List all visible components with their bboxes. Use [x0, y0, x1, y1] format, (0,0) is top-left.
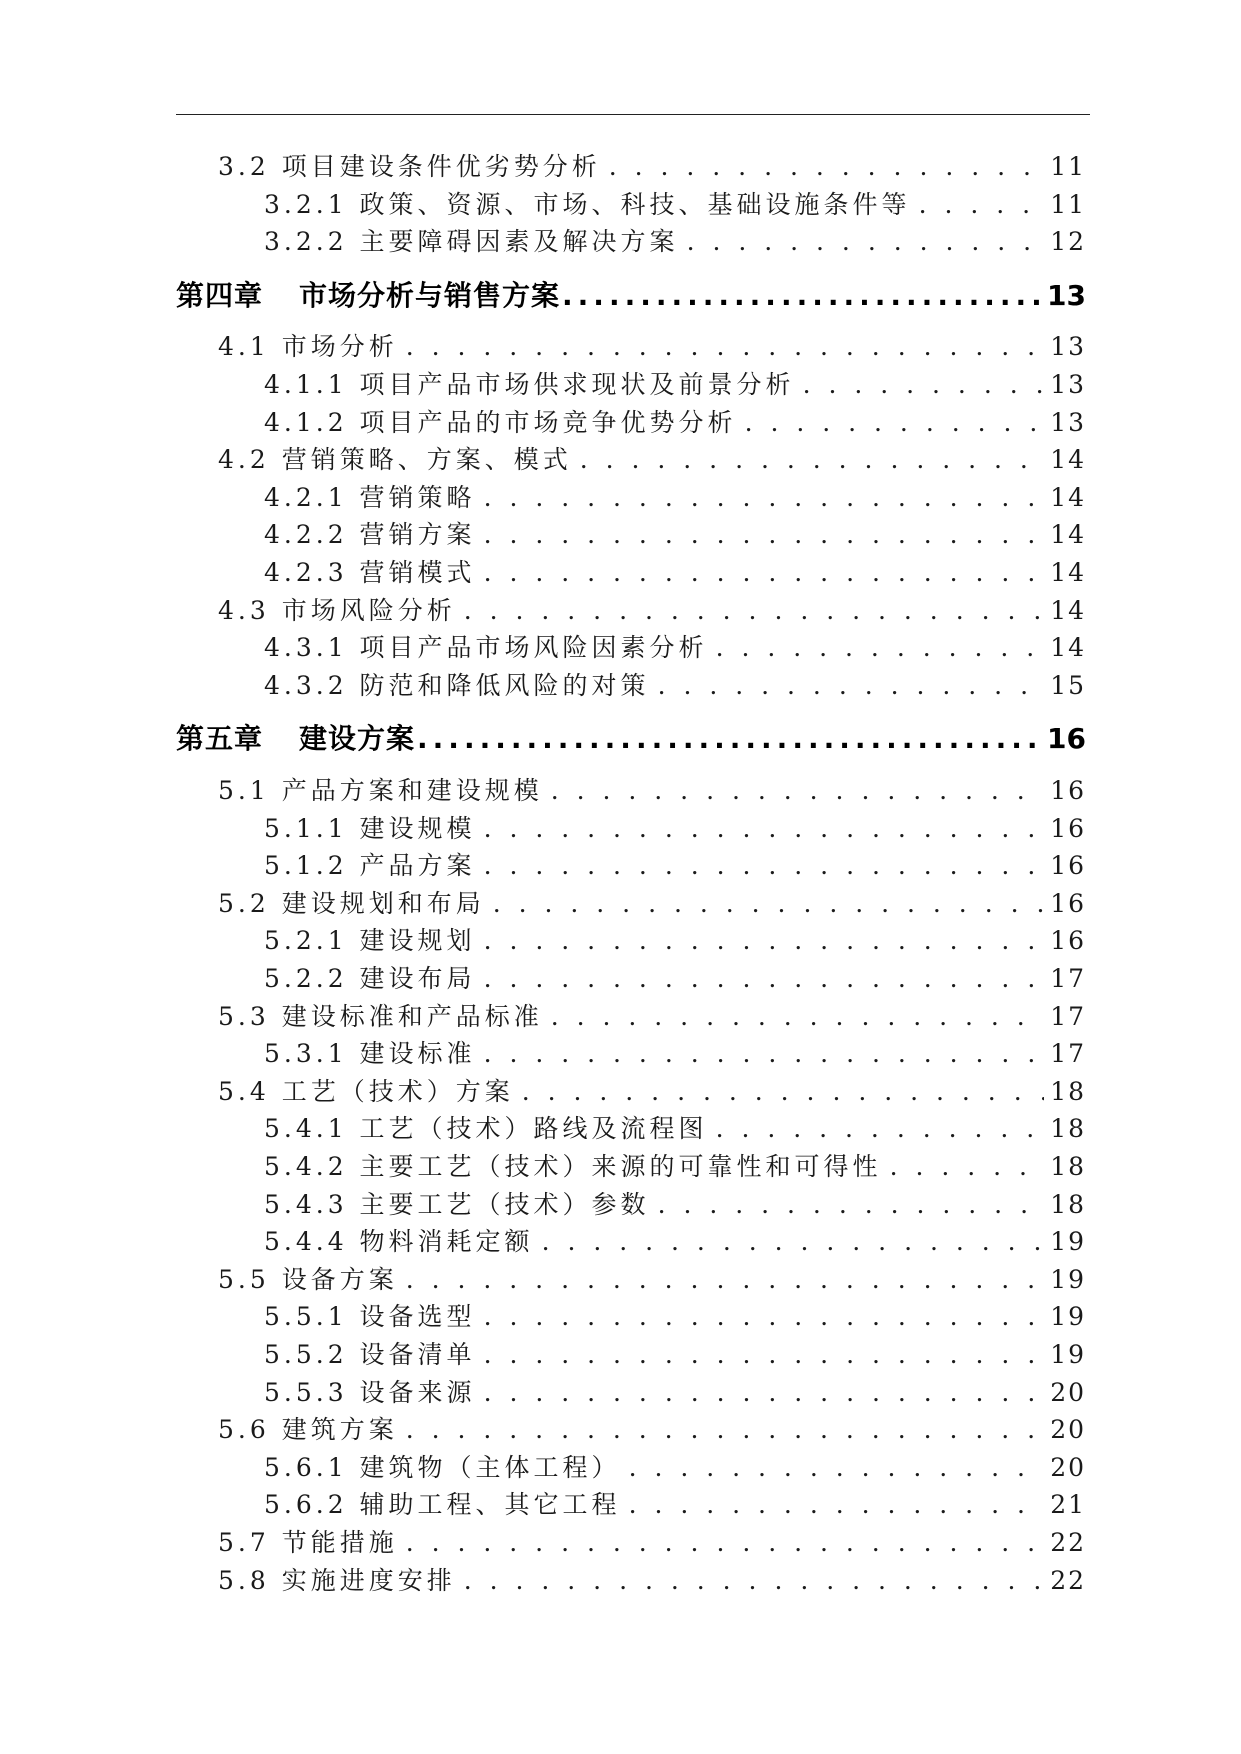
- toc-subsection-entry[interactable]: [264, 962, 1086, 996]
- dot-leader: [484, 1376, 1045, 1410]
- toc-section-entry[interactable]: [218, 887, 1086, 921]
- toc-page-number: 17: [1050, 964, 1086, 993]
- toc-subsection-entry[interactable]: [264, 188, 1086, 222]
- toc-entry-label: 4.3 市场风险分析: [218, 595, 456, 625]
- header-rule: [176, 114, 1090, 115]
- toc-entry-label: 3.2.2 主要障碍因素及解决方案: [264, 227, 679, 257]
- toc-entry-label: 5.1.1 建设规模: [264, 813, 476, 843]
- chapter-number: 第五章: [176, 722, 264, 756]
- dot-leader: [484, 1037, 1045, 1071]
- dot-leader: [484, 812, 1045, 846]
- toc-entry-label: 4.3.2 防范和降低风险的对策: [264, 670, 650, 700]
- toc-entry-label: 5.2 建设规划和布局: [218, 888, 485, 918]
- toc-page-number: 16: [1050, 851, 1086, 881]
- toc-page-number: 18: [1050, 1152, 1086, 1181]
- toc-entry-label: 4.1.2 项目产品的市场竞争优势分析: [264, 407, 737, 437]
- toc-subsection-entry[interactable]: [264, 1150, 1086, 1184]
- toc-page-number: 14: [1050, 558, 1086, 587]
- dot-leader: [745, 406, 1045, 440]
- dot-leader: [609, 150, 1044, 184]
- toc-page-number: 11: [1050, 189, 1086, 219]
- dot-leader: [716, 1112, 1045, 1146]
- toc-entry-label: 5.4.3 主要工艺（技术）参数: [264, 1189, 650, 1219]
- dot-leader: [890, 1150, 1045, 1184]
- toc-entry-label: [176, 279, 560, 313]
- toc-subsection-entry[interactable]: [264, 812, 1086, 846]
- toc-subsection-entry[interactable]: [264, 631, 1086, 665]
- toc-page-number: 13: [1050, 370, 1086, 399]
- dot-leader: [484, 962, 1045, 996]
- toc-entry-label: [176, 722, 415, 756]
- dot-leader: [484, 518, 1045, 552]
- chapter-number: 第四章: [176, 278, 264, 312]
- toc-page-number: 17: [1050, 1001, 1086, 1031]
- toc-entry-label: 5.1.2 产品方案: [264, 851, 476, 881]
- toc-section-entry[interactable]: [218, 774, 1086, 808]
- toc-page-number: 18: [1050, 1114, 1086, 1144]
- toc-entry-label: 3.2 项目建设条件优劣势分析: [218, 152, 601, 181]
- toc-subsection-entry[interactable]: [264, 1300, 1086, 1334]
- dot-leader: [658, 1188, 1045, 1222]
- dot-leader: [484, 481, 1045, 515]
- dot-leader: [562, 279, 1041, 313]
- toc-entry-label: 3.2.1 政策、资源、市场、科技、基础设施条件等: [264, 189, 911, 219]
- toc-page-number: 21: [1050, 1490, 1086, 1520]
- toc-page-number: 20: [1050, 1415, 1086, 1445]
- chapter-title: 市场分析与销售方案: [299, 278, 561, 312]
- toc-subsection-entry[interactable]: [264, 1488, 1086, 1522]
- toc-entry-label: 5.5 设备方案: [218, 1264, 398, 1294]
- toc-subsection-entry[interactable]: [264, 225, 1086, 259]
- toc-page-number: 16: [1050, 813, 1086, 843]
- dot-leader: [484, 924, 1045, 958]
- toc-subsection-entry[interactable]: [264, 1188, 1086, 1222]
- toc-section-entry[interactable]: [218, 1000, 1086, 1034]
- dot-leader: [484, 1338, 1045, 1372]
- toc-page-number: 14: [1050, 595, 1086, 625]
- toc-subsection-entry[interactable]: [264, 1225, 1086, 1259]
- dot-leader: [580, 443, 1044, 477]
- toc-page-number: 18: [1050, 1189, 1086, 1219]
- toc-page-number: 14: [1050, 445, 1086, 475]
- toc-subsection-entry[interactable]: [264, 368, 1086, 402]
- toc-page-number: 19: [1050, 1302, 1086, 1332]
- toc-subsection-entry[interactable]: [264, 518, 1086, 552]
- dot-leader: [464, 594, 1044, 628]
- toc-subsection-entry[interactable]: [264, 556, 1086, 590]
- toc-subsection-entry[interactable]: [264, 924, 1086, 958]
- dot-leader: [522, 1075, 1044, 1109]
- toc-entry-label: 5.1 产品方案和建设规模: [218, 776, 543, 805]
- toc-entry-label: 5.3 建设标准和产品标准: [218, 1001, 543, 1031]
- toc-entry-label: 4.3.1 项目产品市场风险因素分析: [264, 633, 708, 663]
- toc-section-entry[interactable]: [218, 1263, 1086, 1297]
- toc-entry-label: 5.4.4 物料消耗定额: [264, 1227, 534, 1257]
- toc-section-entry[interactable]: [218, 330, 1086, 364]
- toc-entry-label: 4.2.2 营销方案: [264, 520, 476, 550]
- toc-page-number: 16: [1050, 888, 1086, 918]
- toc-page-number: 22: [1050, 1528, 1086, 1557]
- toc-entry-label: 4.2.3 营销模式: [264, 558, 476, 587]
- toc-page-number: 20: [1050, 1377, 1086, 1407]
- toc-entry-label: 4.1.1 项目产品市场供求现状及前景分析: [264, 370, 795, 399]
- toc-entry-label: 5.4.2 主要工艺（技术）来源的可靠性和可得性: [264, 1152, 882, 1181]
- toc-page-number: 13: [1047, 278, 1086, 312]
- toc-page-number: 14: [1050, 520, 1086, 550]
- toc-subsection-entry[interactable]: [264, 1376, 1086, 1410]
- dot-leader: [406, 1413, 1044, 1447]
- toc-page-number: 19: [1050, 1227, 1086, 1257]
- toc-page-number: 17: [1050, 1039, 1086, 1069]
- toc-page-number: 19: [1050, 1264, 1086, 1294]
- toc-page-number: 11: [1050, 152, 1086, 181]
- toc-entry-label: 5.5.2 设备清单: [264, 1340, 476, 1369]
- toc-entry-label: 5.4 工艺（技术）方案: [218, 1076, 514, 1106]
- toc-subsection-entry[interactable]: [264, 1037, 1086, 1071]
- dot-leader: [919, 188, 1045, 222]
- toc-entry-label: 5.5.3 设备来源: [264, 1377, 476, 1407]
- toc-entry-label: 5.7 节能措施: [218, 1528, 398, 1557]
- dot-leader: [658, 669, 1045, 703]
- dot-leader: [542, 1225, 1045, 1259]
- toc-subsection-entry[interactable]: [264, 1451, 1086, 1485]
- dot-leader: [629, 1488, 1045, 1522]
- toc-chapter-entry[interactable]: [176, 722, 1086, 756]
- toc-subsection-entry[interactable]: [264, 1112, 1086, 1146]
- toc-subsection-entry[interactable]: [264, 406, 1086, 440]
- dot-leader: [484, 556, 1045, 590]
- toc-section-entry[interactable]: [218, 443, 1086, 477]
- dot-leader: [493, 887, 1044, 921]
- toc-page-number: 16: [1050, 776, 1086, 805]
- toc-entry-label: 5.5.1 设备选型: [264, 1302, 476, 1332]
- dot-leader: [484, 1300, 1045, 1334]
- dot-leader: [484, 849, 1045, 883]
- dot-leader: [406, 1263, 1044, 1297]
- toc-page-number: 14: [1050, 482, 1086, 512]
- toc-page-number: 13: [1050, 332, 1086, 362]
- toc-entry-label: 4.2 营销策略、方案、模式: [218, 445, 572, 475]
- toc-entry-label: 5.3.1 建设标准: [264, 1039, 476, 1069]
- toc-entry-label: 4.2.1 营销策略: [264, 482, 476, 512]
- toc-entry-label: 5.8 实施进度安排: [218, 1565, 456, 1595]
- toc-section-entry[interactable]: [218, 1075, 1086, 1109]
- toc-entry-label: 5.6 建筑方案: [218, 1415, 398, 1445]
- toc-entry-label: 4.1 市场分析: [218, 332, 398, 362]
- dot-leader: [417, 722, 1041, 756]
- toc-page-number: 22: [1050, 1565, 1086, 1595]
- toc-entry-label: 5.4.1 工艺（技术）路线及流程图: [264, 1114, 708, 1144]
- toc-section-entry[interactable]: [218, 150, 1086, 184]
- dot-leader: [803, 368, 1045, 402]
- toc-entry-label: 5.2.2 建设布局: [264, 964, 476, 993]
- toc-page-number: 19: [1050, 1340, 1086, 1369]
- toc-entry-label: 5.6.2 辅助工程、其它工程: [264, 1490, 621, 1520]
- toc-page-number: 15: [1050, 670, 1086, 700]
- toc-section-entry[interactable]: [218, 1526, 1086, 1560]
- toc-page-number: 16: [1050, 926, 1086, 956]
- toc-entry-label: 5.6.1 建筑物（主体工程）: [264, 1452, 621, 1482]
- dot-leader: [551, 774, 1044, 808]
- toc-section-entry[interactable]: [218, 1564, 1086, 1598]
- chapter-title: 建设方案: [299, 722, 416, 756]
- toc-page-number: 16: [1047, 722, 1086, 756]
- toc-entry-label: 5.2.1 建设规划: [264, 926, 476, 956]
- toc-page-number: 13: [1050, 407, 1086, 437]
- toc-page-number: 18: [1050, 1076, 1086, 1106]
- toc-subsection-entry[interactable]: [264, 1338, 1086, 1372]
- dot-leader: [406, 330, 1044, 364]
- toc-subsection-entry[interactable]: [264, 669, 1086, 703]
- dot-leader: [687, 225, 1045, 259]
- toc-section-entry[interactable]: [218, 1413, 1086, 1447]
- dot-leader: [716, 631, 1045, 665]
- dot-leader: [551, 1000, 1044, 1034]
- toc-page-number: 14: [1050, 633, 1086, 663]
- toc-page-number: 12: [1050, 227, 1086, 257]
- toc-section-entry[interactable]: [218, 594, 1086, 628]
- toc-subsection-entry[interactable]: [264, 481, 1086, 515]
- toc-subsection-entry[interactable]: [264, 849, 1086, 883]
- toc-chapter-entry[interactable]: [176, 279, 1086, 313]
- dot-leader: [406, 1526, 1044, 1560]
- dot-leader: [629, 1451, 1045, 1485]
- toc-page-number: 20: [1050, 1452, 1086, 1482]
- dot-leader: [464, 1564, 1044, 1598]
